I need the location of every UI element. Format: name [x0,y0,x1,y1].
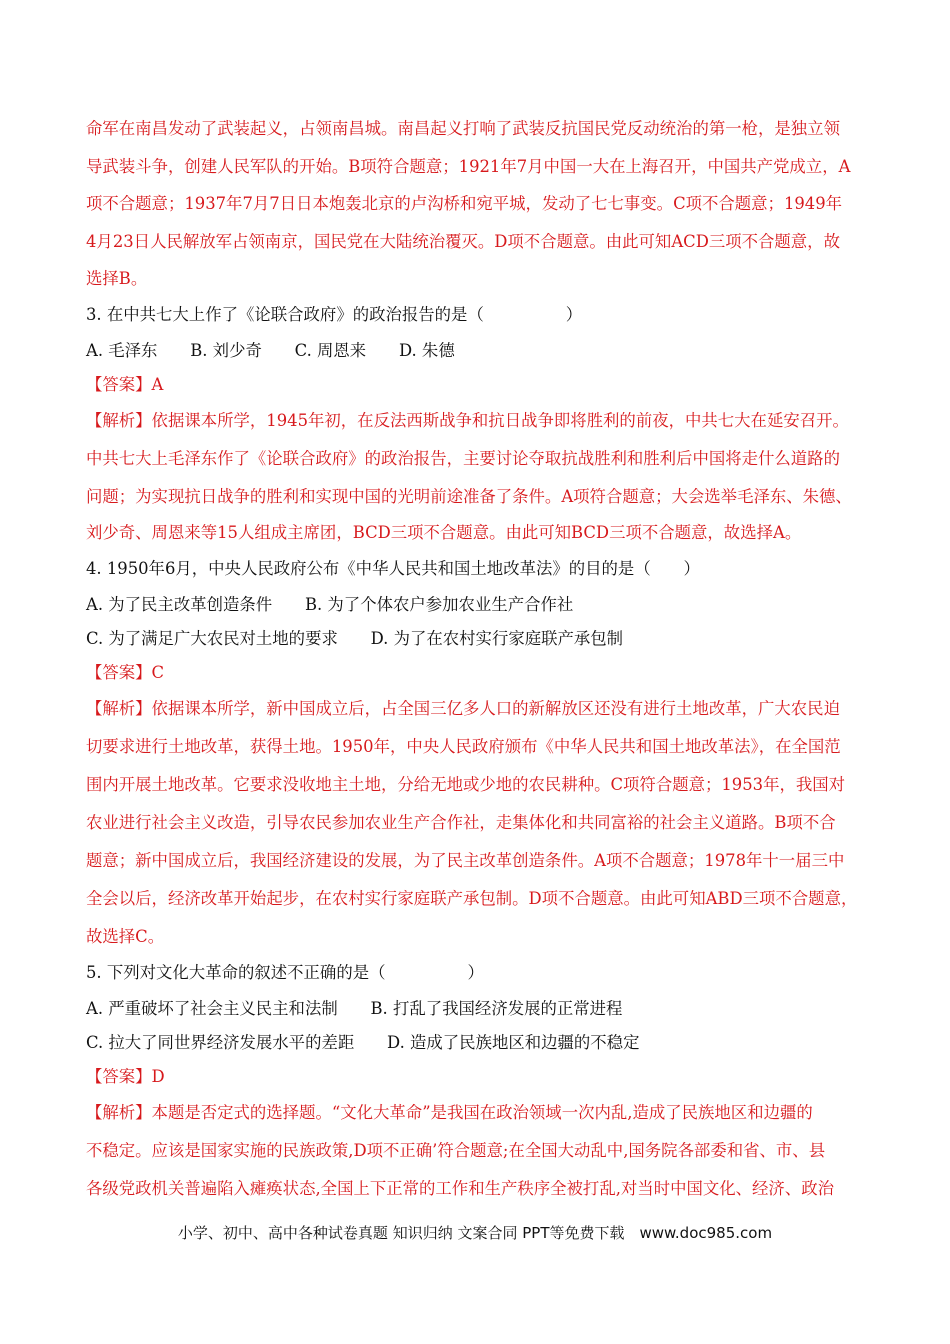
text-line: 5. 下列对文化大革命的叙述不正确的是（ ） [86,963,484,982]
text-line: 项不合题意；1937年7月7日日本炮轰北京的卢沟桥和宛平城，发动了七七事变。C项不合题意；1949年 [86,194,843,213]
text-line: 各级党政机关普遍陷入瘫痪状态,全国上下正常的工作和生产秩序全被打乱,对当时中国文化、经济、政治 [86,1179,834,1198]
text-line: 选择B。 [86,269,148,288]
text-line: A. 毛泽东 B. 刘少奇 C. 周恩来 D. 朱德 [86,341,455,360]
text-line: 切要求进行土地改革，获得土地。1950年，中央人民政府颁布《中华人民共和国土地改革法》，在全国范 [86,737,841,756]
text-line: 中共七大上毛泽东作了《论联合政府》的政治报告，主要讨论夺取抗战胜利和胜利后中国将走什么道路的 [86,449,840,468]
text-line: 不稳定。应该是国家实施的民族政策,D项不正确’符合题意;在全国大动乱中,国务院各部委和省、市、县 [86,1141,826,1160]
text-line: 问题；为实现抗日战争的胜利和实现中国的光明前途准备了条件。A项符合题意；大会选举毛泽东、朱德、 [86,487,852,506]
text-line: 【解析】依据课本所学，1945年初，在反法西斯战争和抗日战争即将胜利的前夜，中共七大在延安召开。 [86,411,849,430]
text-line: 【解析】依据课本所学，新中国成立后，占全国三亿多人口的新解放区还没有进行土地改革，广大农民迫 [86,699,840,718]
text-line: 【答案】C [86,663,165,682]
text-line: 导武装斗争，创建人民军队的开始。B项符合题意；1921年7月中国一大在上海召开，中国共产党成立，A [86,157,851,176]
text-line: 全会以后，经济改革开始起步，在农村实行家庭联产承包制。D项不合题意。由此可知ABD三项不合题意， [86,889,858,908]
text-line: A. 为了民主改革创造条件 B. 为了个体农户参加农业生产合作社 [86,595,574,614]
text-line: 故选择C。 [86,927,165,946]
text-line: 【答案】D [86,1067,165,1086]
text-line: 【解析】本题是否定式的选择题。“文化大革命”是我国在政治领域一次内乱,造成了民族地区和边疆的 [86,1103,813,1122]
text-line: 【答案】A [86,375,164,394]
text-line: 题意；新中国成立后，我国经济建设的发展，为了民主改革创造条件。A项不合题意；1978年十一届三中 [86,851,845,870]
page-footer: 小学、初中、高中各种试卷真题 知识归纳 文案合同 PPT等免费下载 www.doc985.com [177,1224,773,1242]
text-line: 4月23日人民解放军占领南京，国民党在大陆统治覆灭。D项不合题意。由此可知ACD三项不合题意，故 [86,232,840,251]
text-line: 农业进行社会主义改造，引导农民参加农业生产合作社，走集体化和共同富裕的社会主义道路。B项不合 [86,813,836,832]
text-line: C. 为了满足广大农民对土地的要求 D. 为了在农村实行家庭联产承包制 [86,629,624,648]
text-line: A. 严重破坏了社会主义民主和法制 B. 打乱了我国经济发展的正常进程 [86,999,623,1018]
text-line: 4. 1950年6月，中央人民政府公布《中华人民共和国土地改革法》的目的是（ ） [86,559,700,578]
text-line: 围内开展土地改革。它要求没收地主土地，分给无地或少地的农民耕种。C项符合题意；1953年，我国对 [86,775,846,794]
text-line: 刘少奇、周恩来等15人组成主席团，BCD三项不合题意。由此可知BCD三项不合题意，故选择A。 [86,523,802,542]
text-line: 3. 在中共七大上作了《论联合政府》的政治报告的是（ ） [86,305,583,324]
text-line: 命军在南昌发动了武装起义，占领南昌城。南昌起义打响了武装反抗国民党反动统治的第一枪，是独立领 [86,119,840,138]
text-line: C. 拉大了同世界经济发展水平的差距 D. 造成了民族地区和边疆的不稳定 [86,1033,640,1052]
